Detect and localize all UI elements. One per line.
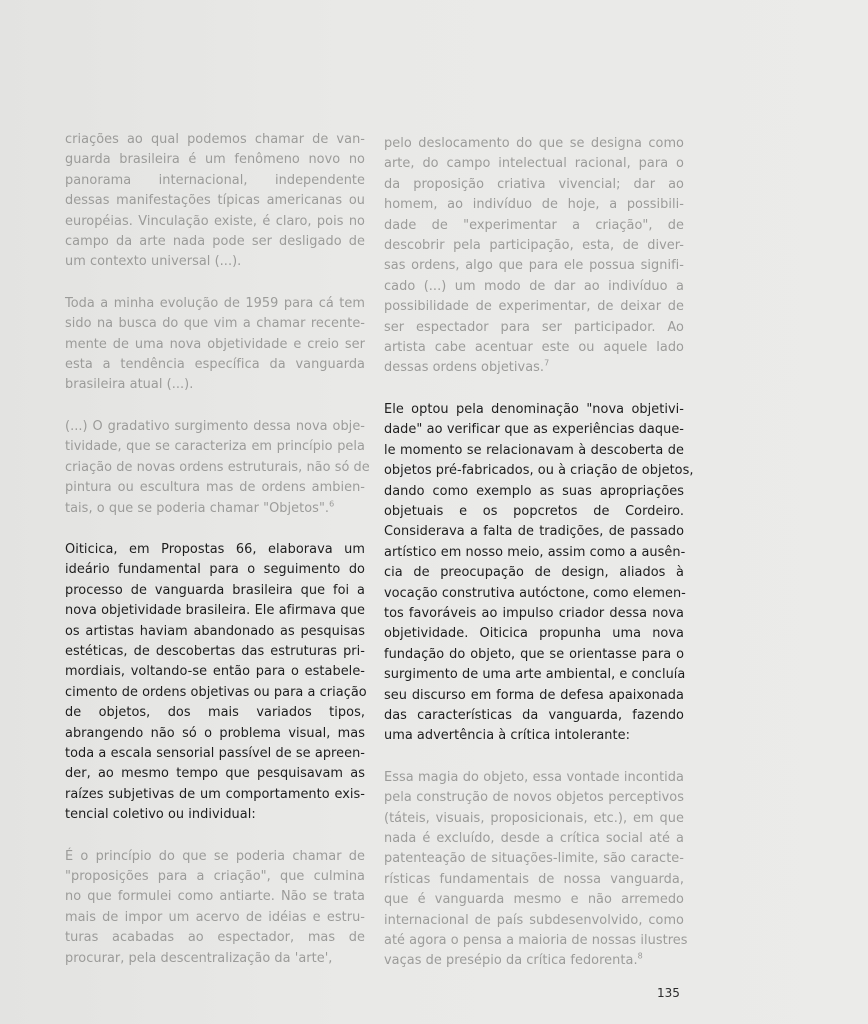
text-line-with-footnote xyxy=(65,499,365,519)
text-line: uma advertência à crítica intolerante: xyxy=(384,728,630,744)
text-line: (táteis, visuais, proposicionais, etc.), em que xyxy=(384,810,684,826)
text-line: toda a escala sensorial passível de se apreen- xyxy=(65,745,365,761)
text-line: internacional de país subdesenvolvido, como xyxy=(384,912,684,928)
text-line: campo da arte nada pode ser desligado de xyxy=(65,234,365,250)
text-line: turas acabadas ao espectador, mas de xyxy=(65,930,365,946)
text-line: objetuais e os popcretos de Cordeiro. xyxy=(384,503,684,519)
text-line: Oiticica, em Propostas 66, elaborava um xyxy=(65,541,365,557)
text-line: (...) O gradativo surgimento dessa nova obje- xyxy=(65,418,365,434)
text-line: panorama internacional, independente xyxy=(65,172,365,188)
text-line: objetividade. Oiticica propunha uma nova xyxy=(384,626,684,642)
text-line: homem, ao indivíduo de hoje, a possibili- xyxy=(384,197,684,213)
quoted-paragraph xyxy=(65,847,365,969)
text-line-with-footnote xyxy=(384,951,684,971)
text-line: ideário fundamental para o seguimento do xyxy=(65,562,365,578)
text-line: dessas ordens objetivas. xyxy=(384,360,545,376)
text-line: arte, do campo intelectual racional, para o xyxy=(384,156,684,172)
text-line: nova objetividade brasileira. Ele afirmava que xyxy=(65,603,365,619)
text-line: criação de novas ordens estruturais, não só de xyxy=(65,459,370,475)
text-line: descobrir pela participação, esta, de diver- xyxy=(384,238,684,254)
text-line: mordiais, voltando-se então para o estabele- xyxy=(65,664,365,680)
text-line: É o princípio do que se poderia chamar de xyxy=(65,848,365,864)
quoted-paragraph xyxy=(384,768,688,972)
text-line: vaças de presépio da crítica fedorenta. xyxy=(384,953,638,969)
text-line: pelo deslocamento do que se designa como xyxy=(384,136,684,151)
text-line: nada é excluído, desde a crítica social até a xyxy=(384,831,684,846)
text-line: procurar, pela descentralização da 'arte', xyxy=(65,950,333,966)
text-line: sas ordens, algo que para ele possua signifi- xyxy=(384,258,684,274)
text-line: um contexto universal (...). xyxy=(65,254,242,270)
text-line: le momento se relacionavam à descoberta de xyxy=(384,442,684,458)
quoted-paragraph xyxy=(65,130,365,273)
text-line: "proposições para a criação", que culmina xyxy=(65,869,365,884)
footnote-marker: 6 xyxy=(329,499,335,509)
text-line: tais, o que se poderia chamar "Objetos". xyxy=(65,500,330,516)
text-line: cia de preocupação de design, aliados à xyxy=(384,565,684,581)
text-line: fundação do objeto, que se orientasse para o xyxy=(384,646,684,662)
text-line: raízes subjetivas de um comportamento exis- xyxy=(65,786,365,802)
text-line: brasileira atual (...). xyxy=(65,377,194,393)
text-line: patenteação de situações-limite, são caracte- xyxy=(384,851,684,867)
body-paragraph xyxy=(384,400,694,747)
text-line: surgimento de uma arte ambiental, e concluía xyxy=(384,667,686,683)
text-line: sido na busca do que vim a chamar recente- xyxy=(65,316,365,332)
text-line: Essa magia do objeto, essa vontade incontida xyxy=(384,769,684,785)
text-line: artista cabe acentuar este ou aquele lado xyxy=(384,340,684,356)
quoted-paragraph xyxy=(65,417,370,519)
text-line: der, ao mesmo tempo que pesquisavam as xyxy=(65,766,365,782)
text-line: até agora o pensa a maioria de nossas ilustres xyxy=(384,933,688,949)
text-line: que é vanguarda mesmo e não arremedo xyxy=(384,892,684,908)
body-paragraph xyxy=(65,540,365,826)
text-line: mais de impor um acervo de idéias e estru- xyxy=(65,909,365,925)
text-line: das características da vanguarda, fazendo xyxy=(384,707,684,723)
text-line: artístico em nosso meio, assim como a ausên- xyxy=(384,544,686,560)
text-line: de objetos, dos mais variados tipos, xyxy=(65,705,365,721)
text-line: da proposição criativa vivencial; dar ao xyxy=(384,176,684,192)
text-line: seu discurso em forma de defesa apaixonada xyxy=(384,687,684,703)
text-line: vocação construtiva autóctone, como elemen- xyxy=(384,585,686,601)
text-line: no que formulei como antiarte. Não se trata xyxy=(65,889,365,905)
text-line: Ele optou pela denominação "nova objetivi- xyxy=(384,401,684,417)
page-number: 135 xyxy=(657,986,680,1000)
text-line: guarda brasileira é um fenômeno novo no xyxy=(65,152,365,168)
text-line: esta a tendência específica da vanguarda xyxy=(65,357,365,373)
text-line: tividade, que se caracteriza em princípio pela xyxy=(65,439,365,455)
text-line: criações ao qual podemos chamar de van- xyxy=(65,132,365,147)
text-line: objetos pré-fabricados, ou à criação de objetos, xyxy=(384,463,694,479)
text-line: processo de vanguarda brasileira que foi a xyxy=(65,582,365,598)
text-line: ser espectador para ser participador. Ao xyxy=(384,319,684,335)
right-column xyxy=(384,134,694,993)
text-line: pintura ou escultura mas de ordens ambien- xyxy=(65,480,365,496)
text-line: cimento de ordens objetivas ou para a criação xyxy=(65,684,367,700)
text-line: tencial coletivo ou individual: xyxy=(65,807,256,823)
text-line: rísticas fundamentais de nossa vanguarda, xyxy=(384,871,684,887)
text-line: tos favoráveis ao impulso criador dessa nova xyxy=(384,605,684,621)
text-line: dade" ao verificar que as experiências daque- xyxy=(384,422,684,438)
left-column xyxy=(65,130,370,990)
text-line: pela construção de novos objetos perceptivos xyxy=(384,790,684,806)
footnote-marker: 8 xyxy=(637,952,643,962)
footnote-marker: 7 xyxy=(544,359,550,369)
text-line: abrangendo não só o problema visual, mas xyxy=(65,725,365,741)
text-line: possibilidade de experimentar, de deixar de xyxy=(384,299,684,315)
text-line: dando como exemplo as suas apropriações xyxy=(384,483,684,499)
text-line: dessas manifestações típicas americanas ou xyxy=(65,193,365,209)
text-line: cado (...) um modo de dar ao indivíduo a xyxy=(384,278,684,294)
text-line: Toda a minha evolução de 1959 para cá tem xyxy=(65,295,365,311)
text-line-with-footnote xyxy=(384,358,684,378)
text-line: européias. Vinculação existe, é claro, pois no xyxy=(65,213,365,229)
text-line: estéticas, de descobertas das estruturas pri- xyxy=(65,643,365,659)
text-line: Considerava a falta de tradições, de passado xyxy=(384,524,684,540)
quoted-paragraph xyxy=(65,294,365,396)
text-line: os artistas haviam abandonado as pesquisas xyxy=(65,623,365,639)
text-line: mente de uma nova objetividade e creio ser xyxy=(65,336,365,352)
text-line: dade de "experimentar a criação", de xyxy=(384,217,684,233)
quoted-paragraph xyxy=(384,134,684,379)
